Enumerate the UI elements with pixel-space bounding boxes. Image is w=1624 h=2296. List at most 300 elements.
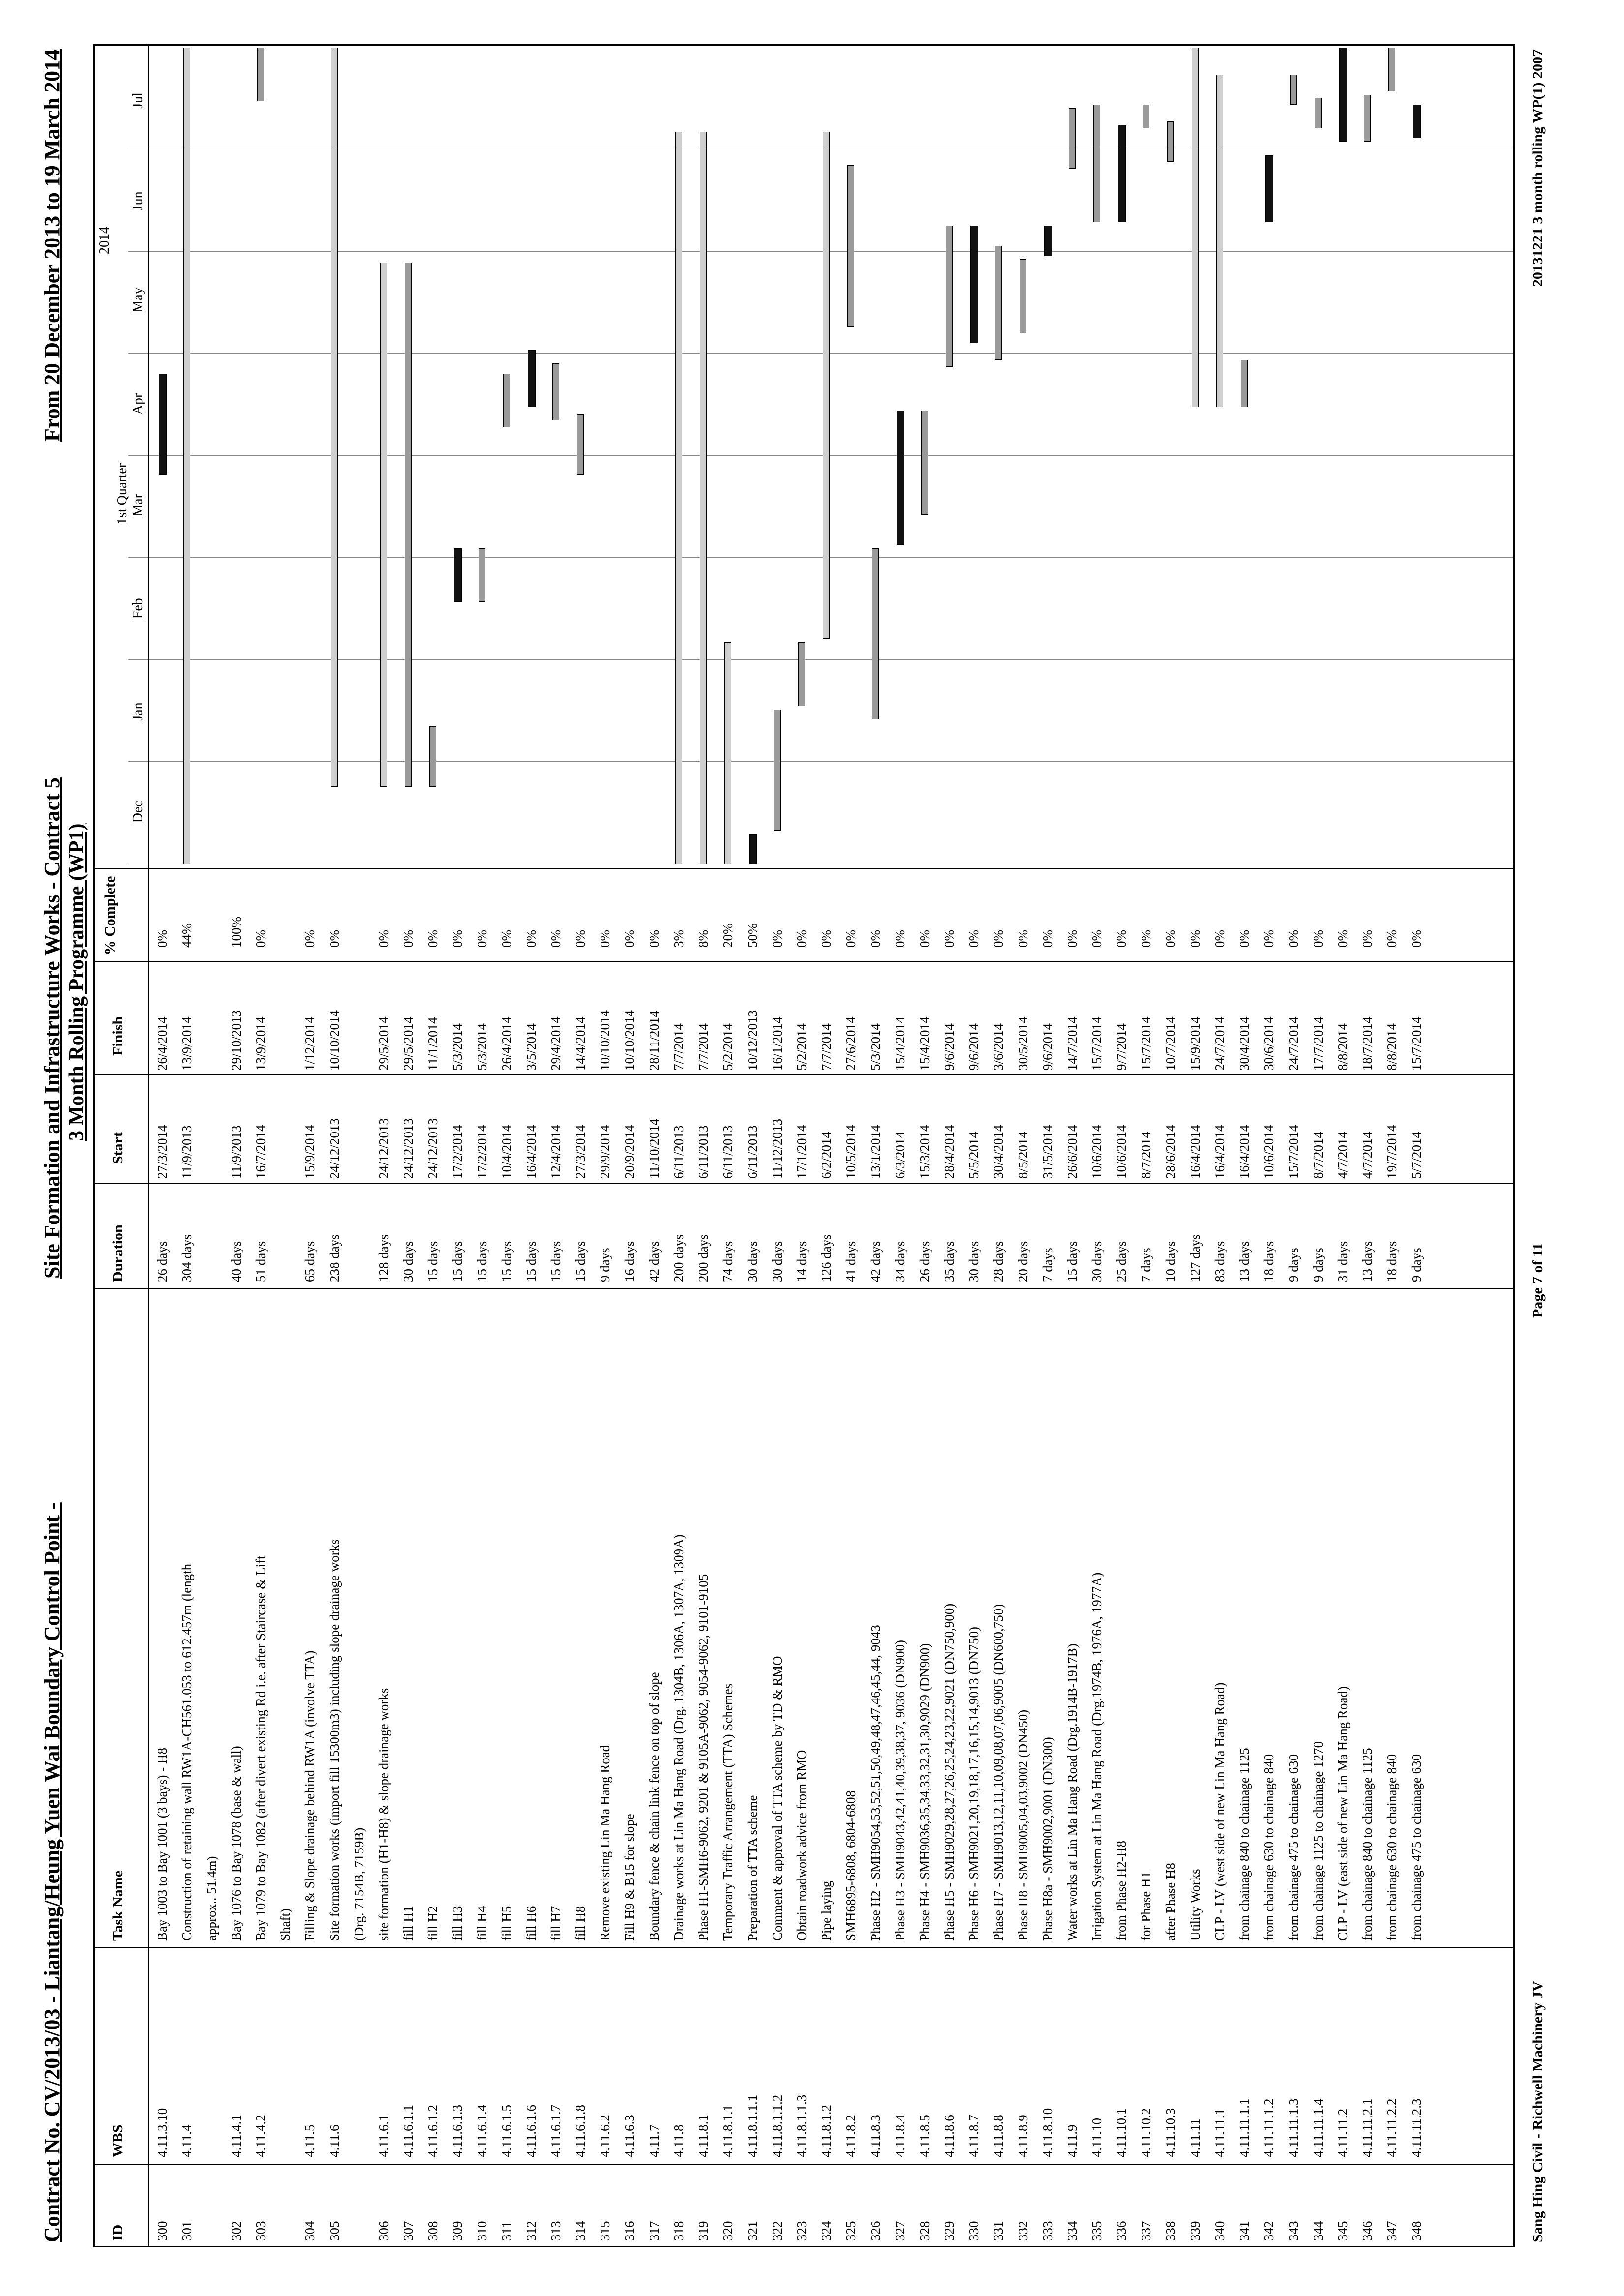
cell-finish: 15/4/2014 [893,1016,907,1071]
cell-name: Phase H7 - SMH9013,12,11,10,09,08,07,06,9005 (DN600,750) [991,1604,1006,1941]
cell-start: 30/4/2014 [991,1125,1006,1179]
table-row [720,46,736,2246]
period-heading: From 20 December 2013 to 19 March 2014 [40,49,64,442]
cell-id: 343 [1286,2221,1301,2241]
cell-dur: 74 days [721,1241,735,1282]
cell-finish: 9/6/2014 [942,1023,957,1071]
cell-id: 300 [155,2221,170,2241]
cell-finish: 10/10/2014 [622,1010,637,1071]
cell-finish: 15/7/2014 [1409,1016,1424,1071]
cell-id: 335 [1089,2221,1104,2241]
cell-wbs: 4.11.11 [1188,2118,1203,2157]
cell-pct: 0% [1139,930,1153,948]
cell-dur: 13 days [1237,1241,1252,1282]
footer-file-reference: 20131221 3 month rolling WP(1) 2007 [1530,49,1546,287]
timeline-quarter: 1st Quarter [115,463,130,525]
cell-id: 337 [1139,2221,1153,2241]
cell-id: 306 [376,2221,391,2241]
cell-pct: 8% [696,930,711,948]
cell-name: (Drg. 7154B, 7159B) [352,1827,366,1941]
cell-pct: 0% [1114,930,1129,948]
gantt-bar [1192,48,1199,407]
cell-id: 331 [991,2221,1006,2241]
footer-page-number: Page 7 of 11 [1530,1243,1546,1318]
cell-wbs: 4.11.8.4 [893,2115,907,2157]
cell-start: 10/6/2014 [1262,1125,1276,1179]
cell-dur: 42 days [647,1241,662,1282]
cell-finish: 7/7/2014 [819,1023,834,1071]
gantt-bar [774,710,781,831]
cell-wbs: 4.11.4 [180,2124,194,2157]
cell-wbs: 4.11.8.10 [1040,2108,1055,2157]
cell-pct: 0% [155,930,170,948]
gantt-bar [1143,105,1149,128]
cell-dur: 13 days [1360,1241,1375,1282]
cell-pct: 0% [573,930,588,948]
cell-name: from chainage 630 to chainage 840 [1262,1754,1276,1941]
cell-name: fill H2 [425,1906,440,1941]
gantt-bar [847,165,854,327]
cell-id: 332 [1016,2221,1030,2241]
cell-name: Water works at Lin Ma Hang Road (Drg.1914B-1917B) [1065,1643,1080,1941]
cell-dur: 30 days [770,1241,784,1282]
cell-pct: 0% [647,930,662,948]
cell-pct: 0% [253,930,268,948]
cell-wbs: 4.11.6.1.8 [573,2105,588,2157]
cell-start: 6/3/2014 [893,1131,907,1179]
cell-dur: 304 days [180,1234,194,1282]
cell-start: 10/6/2014 [1089,1125,1104,1179]
cell-start: 24/12/2013 [376,1118,391,1179]
cell-finish: 3/6/2014 [991,1023,1006,1071]
cell-start: 4/7/2014 [1360,1131,1375,1179]
gantt-bar [1118,125,1126,222]
cell-id: 313 [548,2221,563,2241]
cell-name: Comment & approval of TTA scheme by TD & RMO [770,1656,784,1941]
cell-finish: 7/7/2014 [696,1023,711,1071]
table-row [203,46,220,2246]
gantt-bar [1364,95,1371,142]
cell-start: 28/4/2014 [942,1125,957,1179]
rotated-programme-sheet [39,39,1584,2252]
cell-start: 8/7/2014 [1311,1131,1325,1179]
cell-name: Boundary fence & chain link fence on top of slope [647,1672,662,1941]
cell-dur: 9 days [1286,1248,1301,1282]
cell-finish: 10/7/2014 [1163,1016,1178,1071]
gantt-bar [1290,75,1297,105]
timeline-month: Feb [130,598,146,619]
cell-pct: 0% [1040,930,1055,948]
cell-dur: 51 days [253,1241,268,1282]
cell-pct: 0% [425,930,440,948]
table-row [424,46,441,2246]
table-row [646,46,662,2246]
gantt-bar [1044,226,1052,256]
gantt-bar [995,246,1002,360]
cell-dur: 26 days [155,1241,170,1282]
cell-name: Site formation works (import fill 15300m3) including slope drainage works [327,1539,342,1941]
cell-name: Bay 1003 to Bay 1001 (3 bays) - H8 [155,1748,170,1941]
cell-finish: 11/1/2014 [425,1017,440,1071]
cell-id: 304 [302,2221,317,2241]
cell-start: 31/5/2014 [1040,1125,1055,1179]
cell-pct: 0% [1409,930,1424,948]
cell-id: 302 [229,2221,243,2241]
table-row [842,46,859,2246]
cell-dur: 15 days [524,1241,539,1282]
cell-finish: 30/6/2014 [1262,1016,1276,1071]
cell-wbs: 4.11.10.1 [1114,2108,1129,2157]
cell-wbs: 4.11.8.2 [843,2115,858,2157]
cell-wbs: 4.11.6.3 [622,2115,637,2157]
table-row [1408,46,1425,2246]
table-row [277,46,294,2246]
cell-start: 6/2/2014 [819,1131,834,1179]
gantt-bar [1241,360,1248,407]
cell-name: Irrigation System at Lin Ma Hang Road (Drg.1974B, 1976A, 1977A) [1089,1572,1104,1941]
col-task: Task Name [110,1870,126,1941]
timeline-month: Jun [130,191,146,211]
cell-pct: 0% [893,930,907,948]
cell-wbs: 4.11.6.1.7 [548,2105,563,2157]
gantt-bar [1339,48,1347,142]
cell-wbs: 4.11.9 [1065,2124,1080,2157]
cell-dur: 25 days [1114,1241,1129,1282]
cell-dur: 238 days [327,1234,342,1282]
gantt-bar [1167,121,1174,162]
cell-wbs: 4.11.6.1.6 [524,2105,539,2157]
gantt-bar [1265,155,1273,223]
cell-dur: 30 days [966,1241,981,1282]
cell-start: 24/12/2013 [401,1118,416,1179]
cell-dur: 200 days [696,1234,711,1282]
cell-pct: 0% [794,930,809,948]
cell-finish: 29/10/2013 [229,1010,243,1071]
table-row [572,46,589,2246]
cell-finish: 15/4/2014 [917,1016,932,1071]
cell-name: Phase H1-SMH6-9062, 9201 & 9105A-9062, 9054-9062, 9101-9105 [696,1574,711,1941]
cell-start: 12/4/2014 [548,1125,563,1179]
gantt-bar [1315,98,1322,128]
cell-name: Construction of retaining wall RW1A-CH561.053 to 612.457m (length [180,1563,194,1941]
gantt-bar [749,834,757,864]
cell-pct: 0% [327,930,342,948]
cell-finish: 5/3/2014 [868,1023,883,1071]
cell-id: 348 [1409,2221,1424,2241]
table-row [1261,46,1277,2246]
gantt-bar [454,548,462,602]
gantt-bar [429,726,436,787]
cell-start: 8/5/2014 [1016,1131,1030,1179]
gantt-bar [159,374,167,475]
cell-dur: 15 days [450,1241,465,1282]
cell-start: 20/9/2014 [622,1125,637,1179]
cell-id: 344 [1311,2221,1325,2241]
cell-name: fill H3 [450,1906,465,1941]
cell-dur: 28 days [991,1241,1006,1282]
cell-name: for Phase H1 [1139,1872,1153,1941]
cell-pct: 0% [376,930,391,948]
cell-wbs: 4.11.8.7 [966,2115,981,2157]
cell-finish: 26/4/2014 [499,1016,514,1071]
cell-pct: 0% [942,930,957,948]
cell-start: 10/6/2014 [1114,1125,1129,1179]
cell-dur: 7 days [1040,1248,1055,1282]
cell-finish: 24/7/2014 [1212,1016,1227,1071]
gantt-bar [380,263,387,787]
cell-id: 307 [401,2221,416,2241]
table-row [916,46,933,2246]
cell-start: 6/11/2013 [671,1125,686,1179]
gantt-bar [1069,108,1076,169]
cell-start: 16/4/2014 [524,1125,539,1179]
cell-id: 334 [1065,2221,1080,2241]
cell-pct: 0% [1311,930,1325,948]
cell-pct: 0% [1163,930,1178,948]
cell-wbs: 4.11.8.1 [696,2115,711,2157]
cell-pct: 0% [819,930,834,948]
cell-name: Phase H3 - SMH9043,42,41,40,39,38,37, 9036 (DN900) [893,1640,907,1941]
cell-start: 13/1/2014 [868,1125,883,1179]
table-row [1064,46,1081,2246]
cell-id: 326 [868,2221,883,2241]
header-divider [148,46,149,2246]
cell-finish: 27/6/2014 [843,1016,858,1071]
cell-id: 310 [475,2221,489,2241]
cell-name: from chainage 630 to chainage 840 [1384,1754,1399,1941]
cell-finish: 17/7/2014 [1311,1016,1325,1071]
table-row [301,46,318,2246]
cell-start: 10/4/2014 [499,1125,514,1179]
cell-wbs: 4.11.11.2.3 [1409,2098,1424,2157]
cell-wbs: 4.11.11.1.2 [1262,2098,1276,2157]
col-start: Start [110,1132,126,1164]
cell-pct: 0% [1188,930,1203,948]
cell-pct: 0% [1237,930,1252,948]
cell-name: CLP - LV (west side of new Lin Ma Hang Road) [1212,1682,1227,1941]
cell-pct: 0% [1212,930,1227,948]
cell-dur: 30 days [1089,1241,1104,1282]
table-row [1162,46,1179,2246]
cell-start: 5/7/2014 [1409,1131,1424,1179]
cell-id: 311 [499,2221,514,2241]
cell-dur: 15 days [475,1241,489,1282]
cell-start: 11/9/2013 [229,1125,243,1179]
programme-subtitle: 3 Month Rolling Programme (WP1) [65,823,88,1141]
cell-name: from chainage 475 to chainage 630 [1286,1754,1301,1941]
table-row [1039,46,1056,2246]
cell-start: 27/3/2014 [155,1125,170,1179]
cell-dur: 65 days [302,1241,317,1282]
cell-finish: 13/9/2014 [180,1016,194,1071]
gantt-bar [528,350,536,407]
cell-finish: 5/2/2014 [721,1023,735,1071]
cell-dur: 15 days [548,1241,563,1282]
cell-finish: 10/12/2013 [745,1010,760,1071]
cell-finish: 14/7/2014 [1065,1016,1080,1071]
cell-wbs: 4.11.5 [302,2124,317,2157]
cell-wbs: 4.11.11.1.4 [1311,2098,1325,2157]
gantt-bar [675,132,682,864]
cell-id: 323 [794,2221,809,2241]
cell-finish: 26/4/2014 [155,1016,170,1071]
cell-start: 15/7/2014 [1286,1125,1301,1179]
cell-start: 17/2/2014 [450,1125,465,1179]
cell-pct: 0% [598,930,612,948]
cell-wbs: 4.11.8 [671,2124,686,2157]
gantt-bar [970,226,978,343]
cell-name: from chainage 1125 to chainage 1270 [1311,1741,1325,1941]
cell-wbs: 4.11.11.2.2 [1384,2098,1399,2157]
cell-finish: 3/5/2014 [524,1023,539,1071]
cell-pct: 0% [524,930,539,948]
cell-wbs: 4.11.11.2 [1335,2108,1350,2157]
cell-finish: 18/7/2014 [1360,1016,1375,1071]
cell-dur: 42 days [868,1241,883,1282]
table-row [351,46,367,2246]
cell-id: 339 [1188,2221,1203,2241]
cell-name: Filling & Slope drainage behind RW1A (involve TTA) [302,1650,317,1941]
cell-wbs: 4.11.11.1.3 [1286,2098,1301,2157]
cell-id: 329 [942,2221,957,2241]
cell-dur: 15 days [573,1241,588,1282]
cell-start: 28/6/2014 [1163,1125,1178,1179]
cell-start: 29/9/2014 [598,1125,612,1179]
cell-dur: 30 days [401,1241,416,1282]
cell-pct: 50% [745,923,760,948]
cell-dur: 31 days [1335,1241,1350,1282]
cell-finish: 5/3/2014 [450,1023,465,1071]
cell-pct: 0% [1262,930,1276,948]
gantt-bar [331,48,338,787]
cell-finish: 7/7/2014 [671,1023,686,1071]
gantt-bar [1020,259,1026,333]
cell-start: 6/11/2013 [696,1125,711,1179]
col-id: ID [110,2224,126,2241]
cell-name: fill H6 [524,1906,539,1941]
gantt-bar [1216,75,1223,407]
cell-finish: 24/7/2014 [1286,1016,1301,1071]
cell-name: SMH6895-6808, 6804-6808 [843,1790,858,1941]
cell-pct: 0% [1360,930,1375,948]
cell-name: CLP - LV (east side of new Lin Ma Hang Road) [1335,1686,1350,1941]
cell-pct: 100% [229,917,243,948]
cell-id: 316 [622,2221,637,2241]
table-row [1359,46,1376,2246]
cell-finish: 9/6/2014 [966,1023,981,1071]
gantt-bar [921,411,928,515]
cell-name: Phase H6 - SMH9021,20,19,18,17,16,15,14,9013 (DN750) [966,1627,981,1941]
cell-name: approx.. 51.4m) [204,1856,219,1941]
cell-name: Preparation of TTA scheme [745,1795,760,1941]
cell-name: from chainage 840 to chainage 1125 [1360,1748,1375,1941]
cell-dur: 83 days [1212,1241,1227,1282]
cell-finish: 28/11/2014 [647,1010,662,1071]
cell-id: 320 [721,2221,735,2241]
col-wbs: WBS [110,2124,126,2157]
cell-start: 11/12/2013 [770,1118,784,1179]
cell-start: 16/4/2014 [1237,1125,1252,1179]
gantt-bar [724,642,731,864]
table-row [941,46,958,2246]
cell-start: 8/7/2014 [1139,1131,1153,1179]
cell-wbs: 4.11.6.1.1 [401,2105,416,2157]
cell-dur: 9 days [598,1248,612,1282]
footer-contractor: Sang Hing Civil - Richwell Machinery JV [1530,1981,1546,2242]
gantt-bar [257,48,264,101]
cell-name: from Phase H2-H8 [1114,1841,1129,1941]
table-row [597,46,613,2246]
cell-id: 309 [450,2221,465,2241]
cell-finish: 1/12/2014 [302,1016,317,1071]
cell-finish: 5/3/2014 [475,1023,489,1071]
cell-name: Phase H8a - SMH9002,9001 (DN300) [1040,1737,1055,1941]
timeline-month: May [130,287,146,313]
cell-start: 4/7/2014 [1335,1131,1350,1179]
cell-wbs: 4.11.8.1.1 [721,2105,735,2157]
cell-wbs: 4.11.8.5 [917,2115,932,2157]
cell-id: 314 [573,2221,588,2241]
table-row [793,46,810,2246]
cell-start: 11/9/2013 [180,1125,194,1179]
table-row [1310,46,1326,2246]
cell-dur: 40 days [229,1241,243,1282]
cell-name: fill H1 [401,1906,416,1941]
table-row [1113,46,1130,2246]
cell-pct: 0% [499,930,514,948]
cell-name: Remove existing Lin Ma Hang Road [598,1745,612,1941]
table-row [621,46,638,2246]
cell-name: after Phase H8 [1163,1863,1178,1941]
table-row [1334,46,1351,2246]
cell-id: 336 [1114,2221,1129,2241]
cell-wbs: 4.11.4.1 [229,2115,243,2157]
cell-name: site formation (H1-H8) & slope drainage works [376,1688,391,1941]
cell-dur: 200 days [671,1234,686,1282]
cell-wbs: 4.11.8.8 [991,2115,1006,2157]
cell-dur: 34 days [893,1241,907,1282]
gantt-bar [1093,105,1100,222]
cell-wbs: 4.11.6.1.5 [499,2105,514,2157]
table-row [1015,46,1031,2246]
cell-wbs: 4.11.6.1.4 [475,2105,489,2157]
cell-dur: 16 days [622,1241,637,1282]
cell-finish: 15/7/2014 [1089,1016,1104,1071]
cell-wbs: 4.11.8.1.1.2 [770,2094,784,2157]
cell-dur: 15 days [425,1241,440,1282]
cell-dur: 7 days [1139,1248,1153,1282]
cell-finish: 30/4/2014 [1237,1016,1252,1071]
cell-id: 342 [1262,2221,1276,2241]
cell-finish: 9/7/2014 [1114,1023,1129,1071]
table-row [965,46,982,2246]
table-row [474,46,490,2246]
cell-wbs: 4.11.6 [327,2124,342,2157]
cell-pct: 0% [991,930,1006,948]
cell-pct: 0% [401,930,416,948]
cell-dur: 126 days [819,1234,834,1282]
cell-pct: 0% [843,930,858,948]
cell-id: 328 [917,2221,932,2241]
cell-start: 6/11/2013 [745,1125,760,1179]
cell-finish: 15/7/2014 [1139,1016,1153,1071]
col-finish: Finish [110,1016,126,1056]
cell-wbs: 4.11.8.1.2 [819,2105,834,2157]
cell-wbs: 4.11.8.1.1.1 [745,2094,760,2157]
cell-name: Phase H8 - SMH9005,04,03,9002 (DN450) [1016,1709,1030,1941]
cell-name: Temporary Traffic Arrangement (TTA) Schemes [721,1683,735,1941]
cell-id: 301 [180,2221,194,2241]
